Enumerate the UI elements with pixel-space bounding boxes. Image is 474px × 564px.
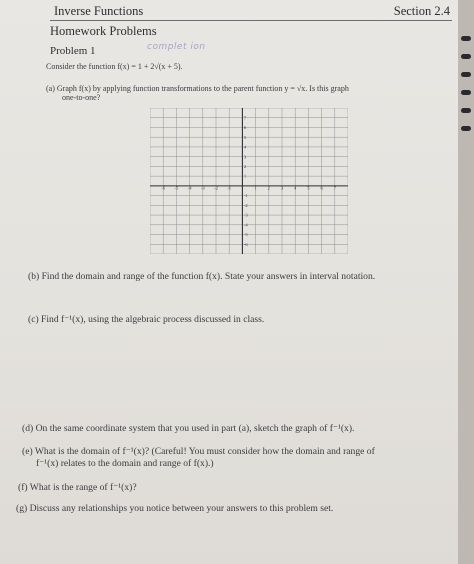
x-tick-label: -2 [214, 185, 218, 191]
problem-intro: Consider the function f(x) = 1 + 2√(x + 5). [46, 62, 183, 71]
x-tick-label: 4 [294, 185, 297, 191]
section-label: Section 2.4 [393, 4, 450, 18]
part-g-text: (g) Discuss any relationships you notice between your answers to this problem set. [16, 503, 334, 514]
problem-label: Problem 1 [50, 45, 96, 57]
y-tick-label: 7 [243, 115, 247, 121]
part-c-text: (c) Find f⁻¹(x), using the algebraic process discussed in class. [28, 314, 265, 325]
binder-ring [461, 72, 471, 77]
binder-ring [461, 126, 471, 131]
x-tick-label: -3 [200, 185, 205, 191]
y-tick-label: -1 [243, 193, 248, 199]
part-a-text: (a) Graph f(x) by applying function transformations to the parent function y = √x. Is this graph [46, 84, 349, 93]
part-e-text-cont: f⁻¹(x) relates to the domain and range of f(x).) [36, 458, 214, 469]
part-e-text: (e) What is the domain of f⁻¹(x)? (Careful! You must consider how the domain and range of [22, 446, 375, 457]
handwritten-note: complet ion [147, 42, 206, 52]
binder-ring [461, 108, 471, 113]
binder-ring [461, 54, 471, 59]
x-tick-label: 2 [267, 185, 270, 191]
x-tick-label: -6 [161, 185, 166, 191]
y-tick-label: 5 [243, 134, 247, 140]
y-tick-label: -3 [243, 212, 248, 218]
y-tick-label: -5 [243, 232, 248, 238]
x-tick-label: -5 [174, 185, 179, 191]
part-a-text-cont: one-to-one? [62, 93, 101, 102]
y-tick-label: 6 [243, 125, 247, 131]
header-rule [50, 20, 452, 21]
x-tick-label: 6 [320, 185, 323, 191]
part-d-text: (d) On the same coordinate system that you used in part (a), sketch the graph of f⁻¹(x). [22, 423, 355, 434]
part-b-text: (b) Find the domain and range of the function f(x). State your answers in interval notation. [28, 271, 376, 282]
coordinate-grid[interactable] [150, 108, 348, 254]
binder-ring [461, 36, 471, 41]
y-tick-label: 1 [243, 173, 247, 179]
binder-edge [458, 0, 474, 564]
chapter-title: Inverse Functions [54, 4, 144, 18]
y-tick-label: 3 [243, 154, 247, 160]
y-tick-label: 4 [243, 144, 247, 150]
binder-ring [461, 90, 471, 95]
x-tick-label: -1 [227, 185, 232, 191]
x-tick-label: 1 [254, 185, 257, 191]
y-tick-label: 2 [243, 164, 247, 169]
x-tick-label: 5 [307, 185, 310, 191]
y-tick-label: -4 [243, 222, 248, 228]
page-title: Homework Problems [50, 24, 157, 38]
x-tick-label: 3 [280, 185, 284, 191]
y-tick-label: -2 [243, 202, 248, 208]
x-tick-label: -4 [187, 185, 192, 191]
x-tick-label: 7 [333, 185, 336, 191]
y-tick-label: -6 [243, 241, 248, 247]
page-header [54, 4, 450, 19]
part-f-text: (f) What is the range of f⁻¹(x)? [18, 482, 137, 493]
